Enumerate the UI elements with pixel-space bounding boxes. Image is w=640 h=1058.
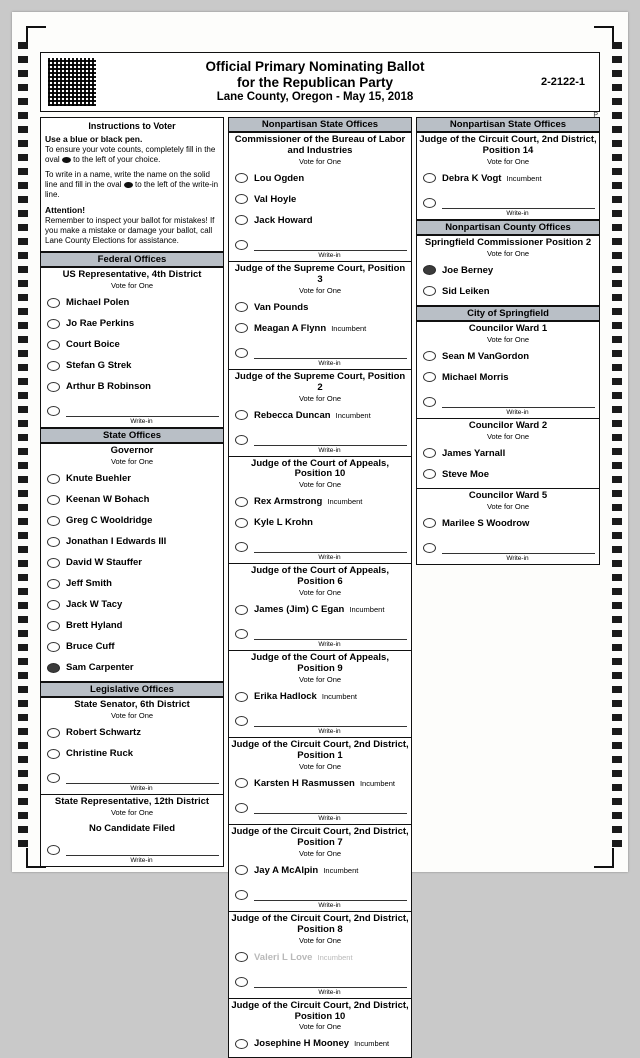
write-in-area[interactable] (417, 537, 599, 564)
write-in-label: Write-in (318, 359, 341, 367)
candidate-option[interactable] (235, 189, 407, 210)
candidate-option[interactable] (47, 531, 219, 552)
candidate-name: Van Pounds (254, 301, 309, 313)
write-in-label: Write-in (130, 856, 153, 864)
candidate-name: Sam Carpenter (66, 662, 134, 674)
candidate-option[interactable] (423, 346, 595, 367)
candidate-option[interactable] (47, 313, 219, 334)
candidate-option[interactable] (47, 594, 219, 615)
write-in-label: Write-in (318, 988, 341, 996)
oval-icon[interactable] (423, 397, 436, 407)
contest (416, 489, 600, 565)
candidate-list (229, 947, 411, 971)
oval-icon[interactable] (47, 558, 60, 568)
title-line-3: Lane County, Oregon - May 15, 2018 (216, 91, 414, 104)
oval-icon[interactable] (47, 621, 60, 631)
oval-filled-icon[interactable] (423, 265, 436, 275)
write-in-line[interactable] (254, 628, 407, 640)
contest-title: Judge of the Court of Appeals, Position 6 (251, 565, 389, 588)
oval-icon[interactable] (235, 173, 248, 183)
write-in-area[interactable] (41, 839, 223, 866)
contest-vote-for: Vote for One (298, 761, 342, 771)
candidate-option[interactable] (47, 552, 219, 573)
title-line-1: Official Primary Nominating Ballot (205, 59, 425, 75)
candidate-option[interactable] (235, 599, 407, 620)
candidate-list (41, 722, 223, 767)
candidate-list (229, 599, 411, 623)
write-in-line[interactable] (254, 239, 407, 251)
contest-title: Councilor Ward 5 (468, 489, 548, 501)
oval-icon[interactable] (423, 351, 436, 361)
incumbent-label: Incumbent (329, 323, 367, 333)
candidate-name: Court Boice (66, 339, 120, 351)
contest (416, 419, 600, 489)
instructions-p2: To write in a name, write the name on the solid line and fill in the oval (45, 170, 210, 190)
oval-icon[interactable] (235, 542, 248, 552)
write-in-label: Write-in (318, 641, 341, 649)
ballot-column-right (416, 117, 600, 899)
oval-icon[interactable] (423, 173, 436, 183)
write-in-line[interactable] (254, 434, 407, 446)
contest (228, 457, 412, 565)
candidate-name: Arthur B Robinson (66, 381, 151, 393)
write-in-label: Write-in (506, 408, 529, 416)
write-in-label: Write-in (318, 814, 341, 822)
write-in-label: Write-in (506, 554, 529, 562)
instructions-p1-tail: to the left of your choice. (73, 155, 161, 165)
contest (416, 132, 600, 220)
oval-icon[interactable] (47, 600, 60, 610)
candidate-name: Kyle L Krohn (254, 517, 313, 529)
candidate-option[interactable] (47, 468, 219, 489)
candidate-name: Sid Leiken (442, 285, 490, 297)
title-line-2: for the Republican Party (236, 74, 394, 90)
candidate-option[interactable] (47, 615, 219, 636)
contest-vote-for: Vote for One (486, 334, 530, 344)
write-in-label: Write-in (318, 728, 341, 736)
contest (40, 443, 224, 682)
incumbent-label: Incumbent (333, 410, 371, 420)
candidate-name: Valeri L Love Incumbent (254, 951, 353, 963)
contest (40, 267, 224, 428)
ballot-column-middle (228, 117, 412, 1050)
candidate-list (417, 260, 599, 305)
oval-icon[interactable] (235, 435, 248, 445)
contest-title: Judge of the Court of Appeals, Position 10 (251, 457, 389, 480)
contest (228, 651, 412, 738)
contest (40, 697, 224, 795)
contest-vote-for: Vote for One (298, 285, 342, 295)
candidate-option[interactable] (235, 512, 407, 533)
oval-icon[interactable] (47, 298, 60, 308)
candidate-name: Brett Hyland (66, 620, 123, 632)
contest-vote-for: Vote for One (486, 156, 530, 166)
oval-icon[interactable] (423, 198, 436, 208)
write-in-area[interactable] (229, 234, 411, 261)
candidate-name: Joe Berney (442, 264, 494, 276)
write-in-label: Write-in (130, 785, 153, 793)
candidate-list (417, 168, 599, 192)
oval-icon[interactable] (47, 537, 60, 547)
registration-mark-top-left (26, 26, 46, 46)
oval-icon[interactable] (235, 215, 248, 225)
section-header: Nonpartisan State Offices (228, 117, 412, 132)
incumbent-label: Incumbent (352, 1039, 390, 1049)
candidate-option[interactable] (47, 355, 219, 376)
candidate-option[interactable] (235, 491, 407, 512)
contest (228, 262, 412, 370)
contest-title: Springfield Commissioner Position 2 (424, 236, 592, 248)
contest (228, 132, 412, 262)
contest-title: State Representative, 12th District (54, 796, 210, 808)
contest-title: Councilor Ward 2 (468, 419, 548, 431)
candidate-name: Rex Armstrong Incumbent (254, 496, 363, 508)
contest-title: Judge of the Circuit Court, 2nd District, Position 8 (231, 912, 409, 935)
write-in-area[interactable] (229, 971, 411, 998)
write-in-line[interactable] (66, 405, 219, 417)
candidate-list (229, 491, 411, 536)
write-in-line[interactable] (442, 396, 595, 408)
contest-vote-for: Vote for One (298, 156, 342, 166)
contest-title: State Senator, 6th District (74, 699, 190, 711)
candidate-option[interactable] (235, 297, 407, 318)
contest-vote-for: Vote for One (298, 393, 342, 403)
contest-title: Judge of the Circuit Court, 2nd District, Position 10 (231, 999, 409, 1022)
incumbent-label: Incumbent (315, 952, 353, 962)
no-candidate-filed: No Candidate Filed (88, 822, 176, 834)
candidate-option[interactable] (423, 513, 595, 534)
write-in-area[interactable] (417, 391, 599, 418)
incumbent-label: Incumbent (325, 497, 363, 507)
contest (228, 738, 412, 825)
oval-icon[interactable] (47, 382, 60, 392)
write-in-label: Write-in (506, 209, 529, 217)
oval-icon[interactable] (235, 692, 248, 702)
candidate-list (229, 297, 411, 342)
instructions-p1: To ensure your vote counts, completely fill in the oval (45, 145, 216, 165)
write-in-line[interactable] (442, 542, 595, 554)
candidate-name: Jay A McAlpin Incumbent (254, 864, 359, 876)
candidate-list (417, 346, 599, 391)
candidate-list (229, 860, 411, 884)
candidate-option[interactable] (235, 860, 407, 881)
oval-icon[interactable] (235, 803, 248, 813)
contest-title: Judge of the Supreme Court, Position 2 (234, 370, 406, 393)
instructions-bold-line: Use a blue or black pen. (45, 134, 143, 145)
contest-title: Judge of the Court of Appeals, Position 9 (251, 652, 389, 675)
oval-icon[interactable] (423, 286, 436, 296)
oval-icon[interactable] (47, 516, 60, 526)
candidate-option[interactable] (423, 464, 595, 485)
candidate-name: Rebecca Duncan Incumbent (254, 409, 371, 421)
contest (228, 825, 412, 912)
candidate-name: Karsten H Rasmussen Incumbent (254, 777, 395, 789)
oval-icon[interactable] (235, 890, 248, 900)
contest-vote-for: Vote for One (486, 248, 530, 258)
candidate-list (229, 405, 411, 429)
oval-icon[interactable] (235, 952, 248, 962)
contest-title: Commissioner of the Bureau of Labor and Industries (234, 134, 406, 156)
contest-vote-for: Vote for One (110, 457, 154, 467)
write-in-line[interactable] (66, 772, 219, 784)
write-in-area[interactable] (229, 429, 411, 456)
write-in-line[interactable] (254, 541, 407, 553)
write-in-line[interactable] (254, 889, 407, 901)
candidate-list (41, 292, 223, 400)
candidate-name: Robert Schwartz (66, 727, 141, 739)
contest-title: Councilor Ward 1 (468, 322, 548, 334)
contest-title: Judge of the Circuit Court, 2nd District, Position 7 (231, 825, 409, 848)
candidate-list (229, 686, 411, 710)
candidate-name: Debra K Vogt Incumbent (442, 172, 542, 184)
attention-text: Remember to inspect your ballot for mistakes! If you make a mistake or damage your ballot, call Lane County Elections for assistance. (45, 216, 215, 246)
filled-oval-icon (62, 157, 71, 163)
write-in-area[interactable] (417, 192, 599, 219)
page-title (103, 53, 527, 111)
candidate-option[interactable] (47, 334, 219, 355)
oval-icon[interactable] (47, 773, 60, 783)
oval-icon[interactable] (423, 543, 436, 553)
write-in-area[interactable] (41, 400, 223, 427)
section-header: Federal Offices (40, 252, 224, 267)
oval-icon[interactable] (235, 1039, 248, 1049)
write-in-area[interactable] (229, 884, 411, 911)
instructions-heading: Instructions to Voter (88, 121, 176, 131)
contest-title: US Representative, 4th District (62, 269, 202, 281)
candidate-name: Jack Howard (254, 214, 313, 226)
incumbent-label: Incumbent (321, 865, 359, 875)
timing-marks-left (18, 42, 28, 868)
candidate-option[interactable] (47, 376, 219, 397)
oval-icon[interactable] (235, 865, 248, 875)
contest-vote-for: Vote for One (298, 935, 342, 945)
write-in-area[interactable] (229, 623, 411, 650)
contest (40, 795, 224, 867)
contest-title: Governor (110, 445, 154, 457)
candidate-name: Jo Rae Perkins (66, 318, 135, 330)
candidate-list (41, 468, 223, 681)
write-in-area[interactable] (229, 342, 411, 369)
candidate-name: Marilee S Woodrow (442, 517, 530, 529)
candidate-name: Sean M VanGordon (442, 350, 530, 362)
oval-icon[interactable] (47, 319, 60, 329)
candidate-list (229, 168, 411, 234)
oval-icon[interactable] (423, 448, 436, 458)
write-in-label: Write-in (318, 446, 341, 454)
oval-icon[interactable] (235, 977, 248, 987)
candidate-option[interactable] (423, 168, 595, 189)
oval-icon[interactable] (423, 518, 436, 528)
contest-vote-for: Vote for One (110, 281, 154, 291)
write-in-area[interactable] (229, 710, 411, 737)
oval-icon[interactable] (235, 348, 248, 358)
candidate-list (417, 513, 599, 537)
contest-title: Judge of the Circuit Court, 2nd District, Position 14 (419, 134, 597, 156)
oval-icon[interactable] (47, 579, 60, 589)
candidate-name: Jonathan I Edwards III (66, 536, 167, 548)
candidate-name: Keenan W Bohach (66, 494, 150, 506)
candidate-name: Val Hoyle (254, 193, 297, 205)
contest-vote-for: Vote for One (298, 588, 342, 598)
write-in-line[interactable] (254, 976, 407, 988)
contest-vote-for: Vote for One (486, 501, 530, 511)
oval-filled-icon[interactable] (47, 663, 60, 673)
candidate-option[interactable] (423, 367, 595, 388)
candidate-name: Stefan G Strek (66, 360, 132, 372)
oval-icon[interactable] (47, 474, 60, 484)
ballot-header (40, 52, 600, 119)
contest (416, 235, 600, 306)
candidate-name: Meagan A Flynn Incumbent (254, 322, 367, 334)
incumbent-label: Incumbent (504, 173, 542, 183)
write-in-label: Write-in (318, 901, 341, 909)
oval-icon[interactable] (423, 469, 436, 479)
write-in-line[interactable] (442, 197, 595, 209)
candidate-name: Michael Morris (442, 371, 509, 383)
incumbent-label: Incumbent (319, 692, 357, 702)
write-in-area[interactable] (41, 767, 223, 794)
contest (228, 999, 412, 1058)
candidate-name: James (Jim) C Egan Incumbent (254, 604, 385, 616)
candidate-option[interactable] (47, 510, 219, 531)
candidate-name: Josephine H Mooney Incumbent (254, 1038, 390, 1050)
instructions-p2-tail: to the left of the write-in line. (45, 180, 219, 200)
contest (416, 321, 600, 419)
candidate-name: James Yarnall (442, 447, 506, 459)
oval-icon[interactable] (47, 642, 60, 652)
candidate-name: Jeff Smith (66, 578, 112, 590)
candidate-option[interactable] (235, 168, 407, 189)
candidate-option[interactable] (235, 773, 407, 794)
oval-icon[interactable] (235, 410, 248, 420)
candidate-name: Bruce Cuff (66, 641, 115, 653)
candidate-option[interactable] (47, 722, 219, 743)
ballot-column-left (40, 117, 224, 899)
candidate-option[interactable] (235, 210, 407, 231)
candidate-option[interactable] (47, 573, 219, 594)
contest-vote-for: Vote for One (486, 431, 530, 441)
write-in-line[interactable] (254, 802, 407, 814)
contest-vote-for: Vote for One (298, 1022, 342, 1032)
write-in-line[interactable] (254, 715, 407, 727)
candidate-name: Lou Ogden (254, 172, 305, 184)
candidate-option[interactable] (47, 292, 219, 313)
candidate-option[interactable] (47, 657, 219, 678)
filled-oval-icon-2 (124, 182, 133, 188)
write-in-area[interactable] (229, 797, 411, 824)
contest-vote-for: Vote for One (298, 675, 342, 685)
contest-title: Judge of the Circuit Court, 2nd District, Position 1 (231, 739, 409, 761)
contest-vote-for: Vote for One (298, 848, 342, 858)
candidate-list (229, 1033, 411, 1057)
write-in-line[interactable] (254, 347, 407, 359)
write-in-label: Write-in (318, 251, 341, 259)
candidate-name: Knute Buehler (66, 473, 131, 485)
oval-icon[interactable] (47, 728, 60, 738)
candidate-option[interactable] (423, 281, 595, 302)
ballot-sheet (12, 12, 628, 1050)
timing-marks-right (612, 42, 622, 868)
candidate-option[interactable] (235, 1033, 407, 1054)
ballot-code: 2-2122-1 (540, 76, 586, 88)
section-header: City of Springfield (416, 306, 600, 321)
write-in-label: Write-in (130, 418, 153, 426)
candidate-option[interactable] (47, 636, 219, 657)
oval-icon[interactable] (235, 240, 248, 250)
section-header: Nonpartisan County Offices (416, 220, 600, 235)
oval-icon[interactable] (47, 406, 60, 416)
oval-icon[interactable] (47, 495, 60, 505)
oval-icon[interactable] (235, 497, 248, 507)
write-in-area[interactable] (229, 536, 411, 563)
oval-icon[interactable] (235, 778, 248, 788)
candidate-option[interactable] (423, 260, 595, 281)
instructions-box (40, 117, 224, 252)
oval-icon[interactable] (47, 749, 60, 759)
candidate-option[interactable] (235, 405, 407, 426)
candidate-option[interactable] (235, 318, 407, 339)
oval-icon[interactable] (47, 361, 60, 371)
oval-icon[interactable] (235, 629, 248, 639)
contest-vote-for: Vote for One (298, 480, 342, 490)
candidate-name: Jack W Tacy (66, 599, 123, 611)
contest-title: Judge of the Supreme Court, Position 3 (234, 262, 406, 285)
candidate-option[interactable] (423, 443, 595, 464)
candidate-option[interactable] (235, 686, 407, 707)
candidate-option[interactable] (47, 743, 219, 764)
qr-code-icon (41, 53, 103, 111)
contest (228, 564, 412, 651)
candidate-list (417, 443, 599, 488)
candidate-name: David W Stauffer (66, 557, 143, 569)
oval-icon[interactable] (235, 194, 248, 204)
candidate-list (229, 773, 411, 797)
candidate-name: Michael Polen (66, 297, 130, 309)
candidate-option[interactable] (235, 947, 407, 968)
write-in-line[interactable] (66, 844, 219, 856)
oval-icon[interactable] (47, 340, 60, 350)
candidate-name: Greg C Wooldridge (66, 515, 153, 527)
oval-icon[interactable] (235, 716, 248, 726)
attention-heading: Attention! (45, 205, 86, 216)
section-header: Nonpartisan State Offices (416, 117, 600, 132)
write-in-label: Write-in (318, 554, 341, 562)
oval-icon[interactable] (235, 323, 248, 333)
candidate-name: Steve Moe (442, 468, 489, 480)
contest (228, 912, 412, 999)
oval-icon[interactable] (423, 372, 436, 382)
oval-icon[interactable] (235, 302, 248, 312)
oval-icon[interactable] (235, 605, 248, 615)
incumbent-label: Incumbent (347, 605, 385, 615)
oval-icon[interactable] (235, 518, 248, 528)
registration-mark-top-right (594, 26, 614, 46)
incumbent-label: Incumbent (357, 778, 395, 788)
section-header: Legislative Offices (40, 682, 224, 697)
contest-vote-for: Vote for One (110, 807, 154, 817)
candidate-name: Christine Ruck (66, 748, 134, 760)
contest-vote-for: Vote for One (110, 711, 154, 721)
contest (228, 370, 412, 457)
candidate-option[interactable] (47, 489, 219, 510)
candidate-name: Erika Hadlock Incumbent (254, 691, 357, 703)
oval-icon[interactable] (47, 845, 60, 855)
section-header: State Offices (40, 428, 224, 443)
page-mark: P (593, 112, 598, 119)
